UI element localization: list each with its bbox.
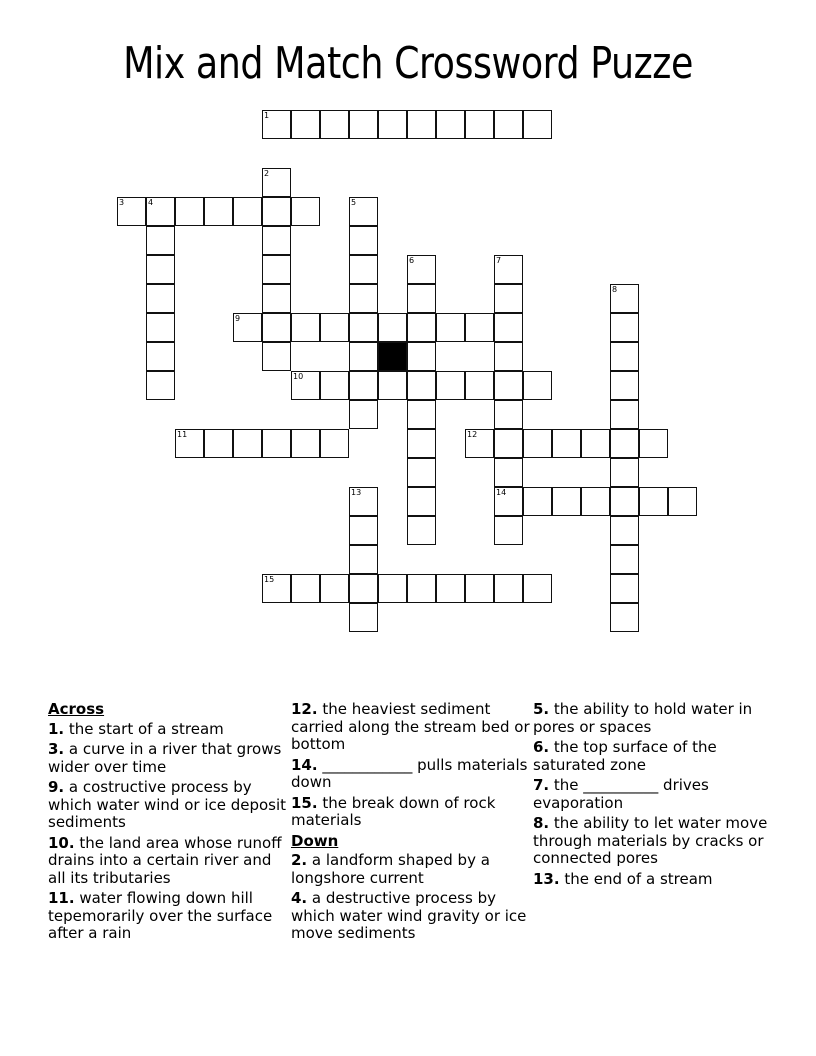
clue-number-label: 10 (293, 372, 304, 381)
clue-across-1: 1. the start of a stream (48, 719, 224, 738)
grid-cell[interactable] (320, 313, 349, 342)
grid-cell[interactable] (349, 226, 378, 255)
clue-number-label: 7 (496, 256, 502, 265)
grid-cell[interactable] (494, 110, 523, 139)
grid-cell[interactable] (349, 284, 378, 313)
grid-cell[interactable] (407, 255, 436, 284)
grid-cell[interactable] (320, 574, 349, 603)
grid-cell[interactable] (146, 197, 175, 226)
grid-cell[interactable] (378, 574, 407, 603)
clue-number-label: 13 (351, 488, 362, 497)
grid-cell[interactable] (465, 110, 494, 139)
grid-cell[interactable] (494, 458, 523, 487)
grid-cell[interactable] (436, 313, 465, 342)
grid-cell[interactable] (262, 226, 291, 255)
clue-across-12: 12. the heaviest sediment carried along the stream bed or bottom (291, 700, 530, 753)
clue-number-label: 3 (119, 198, 125, 207)
grid-cell[interactable] (494, 255, 523, 284)
grid-cell[interactable] (349, 574, 378, 603)
grid-cell[interactable] (436, 110, 465, 139)
grid-cell[interactable] (407, 342, 436, 371)
grid-cell[interactable] (291, 371, 320, 400)
clue-down-4: 4. a destructive process by which water wind gravity or ice move sediments (291, 889, 527, 942)
grid-cell[interactable] (610, 458, 639, 487)
grid-cell[interactable] (262, 110, 291, 139)
grid-cell[interactable] (349, 371, 378, 400)
clue-across-3: 3. a curve in a river that grows wider over time (48, 740, 282, 776)
grid-cell[interactable] (146, 371, 175, 400)
grid-cell[interactable] (349, 545, 378, 574)
grid-cell[interactable] (407, 313, 436, 342)
grid-cell[interactable] (494, 284, 523, 313)
grid-cell[interactable] (291, 429, 320, 458)
grid-cell[interactable] (262, 313, 291, 342)
grid-cell[interactable] (494, 400, 523, 429)
grid-cell[interactable] (349, 255, 378, 284)
grid-cell[interactable] (494, 371, 523, 400)
grid-cell[interactable] (291, 197, 320, 226)
clue-number-label: 8 (612, 285, 618, 294)
grid-cell[interactable] (494, 487, 523, 516)
grid-cell[interactable] (407, 400, 436, 429)
clue-down-2: 2. a landform shaped by a longshore current (291, 851, 490, 887)
grid-cell[interactable] (407, 574, 436, 603)
grid-cell[interactable] (407, 429, 436, 458)
clues-column-1 (48, 701, 288, 946)
grid-cell[interactable] (523, 487, 552, 516)
grid-cell[interactable] (494, 516, 523, 545)
grid-cell[interactable] (349, 197, 378, 226)
grid-cell[interactable] (407, 371, 436, 400)
clues-column-3 (533, 701, 773, 891)
grid-cell[interactable] (349, 603, 378, 632)
grid-cell[interactable] (465, 429, 494, 458)
grid-cell[interactable] (291, 574, 320, 603)
grid-cell[interactable] (378, 371, 407, 400)
grid-cell[interactable] (523, 371, 552, 400)
clue-number-label: 2 (264, 169, 270, 178)
grid-cell[interactable] (146, 313, 175, 342)
grid-cell[interactable] (146, 342, 175, 371)
clue-down-7: 7. the __________ drives evaporation (533, 776, 709, 812)
across-heading: Across (48, 700, 105, 718)
black-cell (378, 342, 407, 371)
grid-cell[interactable] (639, 429, 668, 458)
grid-cell[interactable] (175, 197, 204, 226)
grid-cell[interactable] (233, 313, 262, 342)
grid-cell[interactable] (465, 574, 494, 603)
grid-cell[interactable] (291, 110, 320, 139)
grid-cell[interactable] (610, 342, 639, 371)
grid-cell[interactable] (610, 371, 639, 400)
grid-cell[interactable] (639, 487, 668, 516)
clue-down-13: 13. the end of a stream (533, 869, 713, 888)
grid-cell[interactable] (262, 255, 291, 284)
grid-cell[interactable] (610, 603, 639, 632)
grid-cell[interactable] (668, 487, 697, 516)
grid-cell[interactable] (204, 429, 233, 458)
clues-column-2 (291, 701, 531, 946)
grid-cell[interactable] (349, 342, 378, 371)
grid-cell[interactable] (552, 487, 581, 516)
clue-number-label: 1 (264, 111, 270, 120)
grid-cell[interactable] (610, 516, 639, 545)
grid-cell[interactable] (610, 400, 639, 429)
grid-cell[interactable] (204, 197, 233, 226)
grid-cell[interactable] (146, 284, 175, 313)
down-heading: Down (291, 831, 339, 850)
grid-cell[interactable] (552, 429, 581, 458)
grid-cell[interactable] (523, 110, 552, 139)
grid-cell[interactable] (407, 284, 436, 313)
grid-cell[interactable] (233, 197, 262, 226)
grid-cell[interactable] (233, 429, 262, 458)
grid-cell[interactable] (610, 574, 639, 603)
grid-cell[interactable] (494, 313, 523, 342)
grid-cell[interactable] (407, 487, 436, 516)
clue-across-11: 11. water flowing down hill tepemorarily over the surface after a rain (48, 889, 273, 942)
grid-cell[interactable] (610, 545, 639, 574)
grid-cell[interactable] (349, 400, 378, 429)
grid-cell[interactable] (494, 429, 523, 458)
grid-cell[interactable] (291, 313, 320, 342)
grid-cell[interactable] (262, 168, 291, 197)
grid-cell[interactable] (610, 313, 639, 342)
grid-cell[interactable] (262, 197, 291, 226)
grid-cell[interactable] (117, 197, 146, 226)
grid-cell[interactable] (436, 371, 465, 400)
clue-number-label: 11 (177, 430, 188, 439)
grid-cell[interactable] (146, 255, 175, 284)
grid-cell[interactable] (494, 342, 523, 371)
grid-cell[interactable] (349, 516, 378, 545)
clue-number-label: 6 (409, 256, 415, 265)
grid-cell[interactable] (523, 429, 552, 458)
grid-cell[interactable] (581, 429, 610, 458)
grid-cell[interactable] (436, 574, 465, 603)
grid-cell[interactable] (523, 574, 552, 603)
clue-number-label: 12 (467, 430, 478, 439)
grid-cell[interactable] (610, 429, 639, 458)
clue-down-6: 6. the top surface of the saturated zone (533, 738, 717, 774)
grid-cell[interactable] (262, 429, 291, 458)
grid-cell[interactable] (407, 110, 436, 139)
clue-down-5: 5. the ability to hold water in pores or spaces (533, 700, 753, 736)
grid-cell[interactable] (407, 516, 436, 545)
clue-number-label: 9 (235, 314, 241, 323)
clue-number-label: 14 (496, 488, 507, 497)
clue-number-label: 5 (351, 198, 357, 207)
grid-cell[interactable] (610, 284, 639, 313)
clue-down-8: 8. the ability to let water move through materials by cracks or connected pores (533, 814, 768, 867)
grid-cell[interactable] (581, 487, 610, 516)
clue-across-14: 14. ____________ pulls materials down (291, 755, 528, 791)
grid-cell[interactable] (175, 429, 204, 458)
grid-cell[interactable] (146, 226, 175, 255)
clue-across-9: 9. a costructive process by which water wind or ice deposit sediments (48, 778, 287, 831)
grid-cell[interactable] (349, 313, 378, 342)
grid-cell[interactable] (378, 313, 407, 342)
clue-number-label: 15 (264, 575, 275, 584)
grid-cell[interactable] (610, 487, 639, 516)
grid-cell[interactable] (378, 110, 407, 139)
clue-number-label: 4 (148, 198, 154, 207)
grid-cell[interactable] (349, 487, 378, 516)
grid-cell[interactable] (465, 313, 494, 342)
grid-cell[interactable] (320, 371, 349, 400)
grid-cell[interactable] (320, 429, 349, 458)
puzzle-title: Mix and Match Crossword Puzze (123, 38, 693, 89)
grid-cell[interactable] (349, 110, 378, 139)
grid-cell[interactable] (465, 371, 494, 400)
clue-across-10: 10. the land area whose runoff drains into a certain river and all its tributaries (48, 833, 282, 887)
grid-cell[interactable] (407, 458, 436, 487)
grid-cell[interactable] (494, 574, 523, 603)
grid-cell[interactable] (262, 342, 291, 371)
grid-cell[interactable] (262, 574, 291, 603)
grid-cell[interactable] (262, 284, 291, 313)
grid-cell[interactable] (320, 110, 349, 139)
clue-across-15: 15. the break down of rock materials (291, 793, 496, 829)
